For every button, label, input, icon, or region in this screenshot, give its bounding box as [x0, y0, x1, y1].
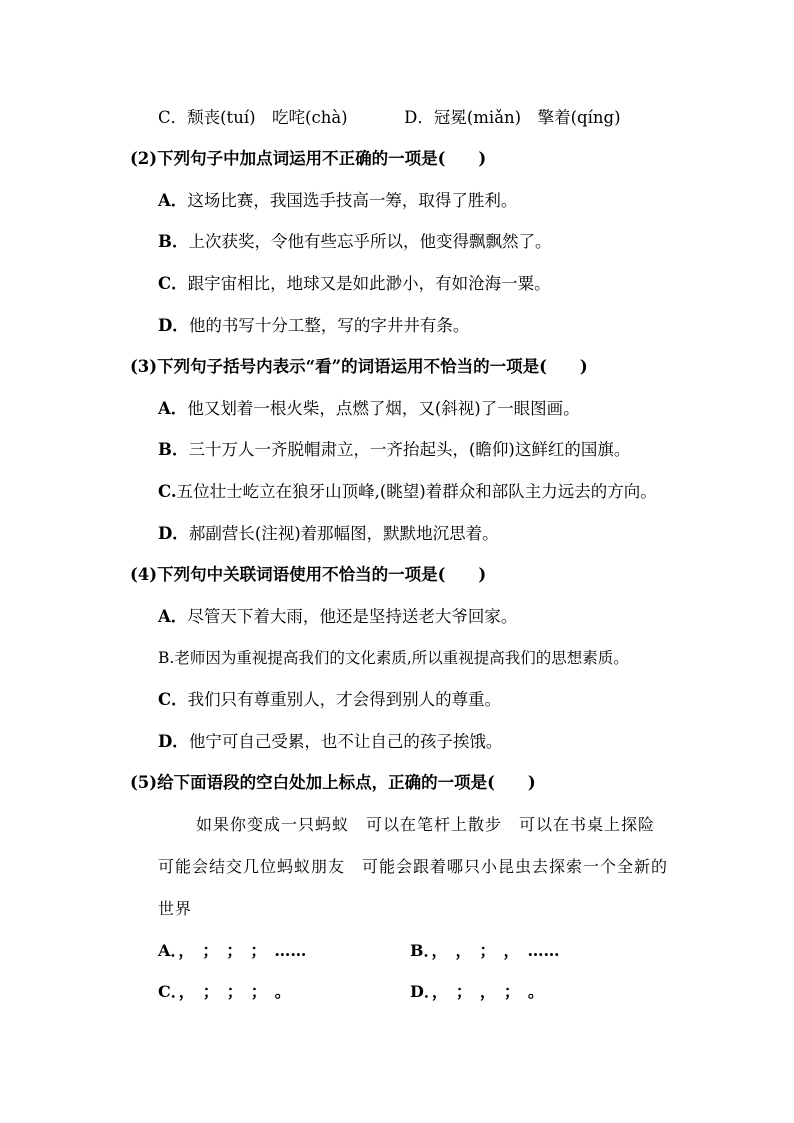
question-3-stem: (3)下列句子括号内表示“看”的词语运用不恰当的一项是( ) [130, 357, 588, 376]
q5-choice-b [410, 940, 560, 962]
q4-option-a [158, 606, 517, 628]
question-4-stem: (4)下列句中关联词语使用不恰当的一项是( ) [130, 565, 487, 584]
option-text: 尽管天下着大雨，他还是坚持送老大爷回家。 [187, 607, 518, 626]
option-letter: B. [158, 649, 175, 667]
choice-letter: B． [410, 941, 432, 960]
q2-option-a [158, 190, 517, 212]
question-2-stem: (2)下列句子中加点词运用不正确的一项是( ) [130, 149, 487, 168]
q3-option-b [158, 439, 630, 461]
q5-choices-row-1 [158, 940, 678, 962]
q4-option-d [158, 731, 502, 753]
option-text: 三十万人一齐脱帽肃立，一齐抬起头，(瞻仰)这鲜红的国旗。 [188, 440, 631, 459]
previous-options-row [158, 107, 621, 129]
option-text: 跟宇宙相比，地球又是如此渺小，有如沧海一粟。 [187, 274, 551, 293]
q4-option-c [158, 689, 501, 711]
option-text: 老师因为重视提高我们的文化素质,所以重视提高我们的思想素质。 [174, 649, 629, 667]
option-text: 我们只有尊重别人，才会得到别人的尊重。 [187, 690, 502, 709]
q3-option-c [158, 481, 657, 503]
option-letter: C. [158, 482, 177, 501]
q3-option-d [158, 523, 499, 545]
option-letter: B． [158, 232, 189, 251]
option-letter: C． [158, 690, 188, 709]
q2-option-c [158, 273, 551, 295]
option-text: 五位壮士屹立在狼牙山顶峰,(眺望)着群众和部队主力远去的方向。 [176, 482, 657, 501]
option-letter: A． [158, 191, 188, 210]
option-letter: D． [158, 732, 189, 751]
choice-letter: A． [158, 941, 179, 960]
option-text: 上次获奖，令他有些忘乎所以，他变得飘飘然了。 [188, 232, 552, 251]
option-letter: A． [158, 399, 188, 418]
choice-marks: ， ； ； ； …… [178, 941, 307, 960]
q2-option-b [158, 231, 551, 253]
option-text: 他又划着一根火柴，点燃了烟，又(斜视)了一眼图画。 [187, 399, 580, 418]
passage-line-3: 世界 [158, 899, 193, 918]
choice-letter: D． [410, 982, 432, 1001]
option-text: 他的书写十分工整，写的字井井有条。 [188, 316, 470, 335]
q5-choice-a [158, 940, 306, 962]
passage-line-1: 如果你变成一只蚂蚁 可以在笔杆上散步 可以在书桌上探险 [196, 815, 656, 834]
choice-marks: ， ； ； ； 。 [178, 982, 291, 1001]
option-letter: D． [158, 524, 189, 543]
q2-option-d [158, 315, 469, 337]
option-text: 他宁可自己受累，也不让自己的孩子挨饿。 [188, 732, 503, 751]
q3-option-a [158, 398, 580, 420]
option-d-prev: D．冠冕(miǎn) 擎着(qíng) [404, 108, 621, 127]
q5-choice-c [158, 981, 291, 1003]
option-letter: A． [158, 607, 188, 626]
option-c-prev: C．颓丧(tuí) 吃咤(chà) [158, 108, 348, 127]
choice-letter: C． [158, 982, 179, 1001]
option-text: 郝副营长(注视)着那幅图，默默地沉思着。 [188, 524, 499, 543]
question-5-stem: (5)给下面语段的空白处加上标点，正确的一项是( ) [130, 773, 536, 792]
option-letter: B． [158, 440, 189, 459]
choice-marks: ， ； ， ； 。 [431, 982, 544, 1001]
passage-line-2: 可能会结交几位蚂蚁朋友 可能会跟着哪只小昆虫去探索一个全新的 [158, 857, 669, 876]
q5-choice-d [410, 981, 544, 1003]
option-letter: C． [158, 274, 188, 293]
q5-choices-row-2 [158, 981, 678, 1003]
option-text: 这场比赛，我国选手技高一筹，取得了胜利。 [187, 191, 518, 210]
choice-marks: ， ， ； ， …… [431, 941, 560, 960]
option-letter: D． [158, 316, 189, 335]
q4-option-b [158, 647, 629, 669]
